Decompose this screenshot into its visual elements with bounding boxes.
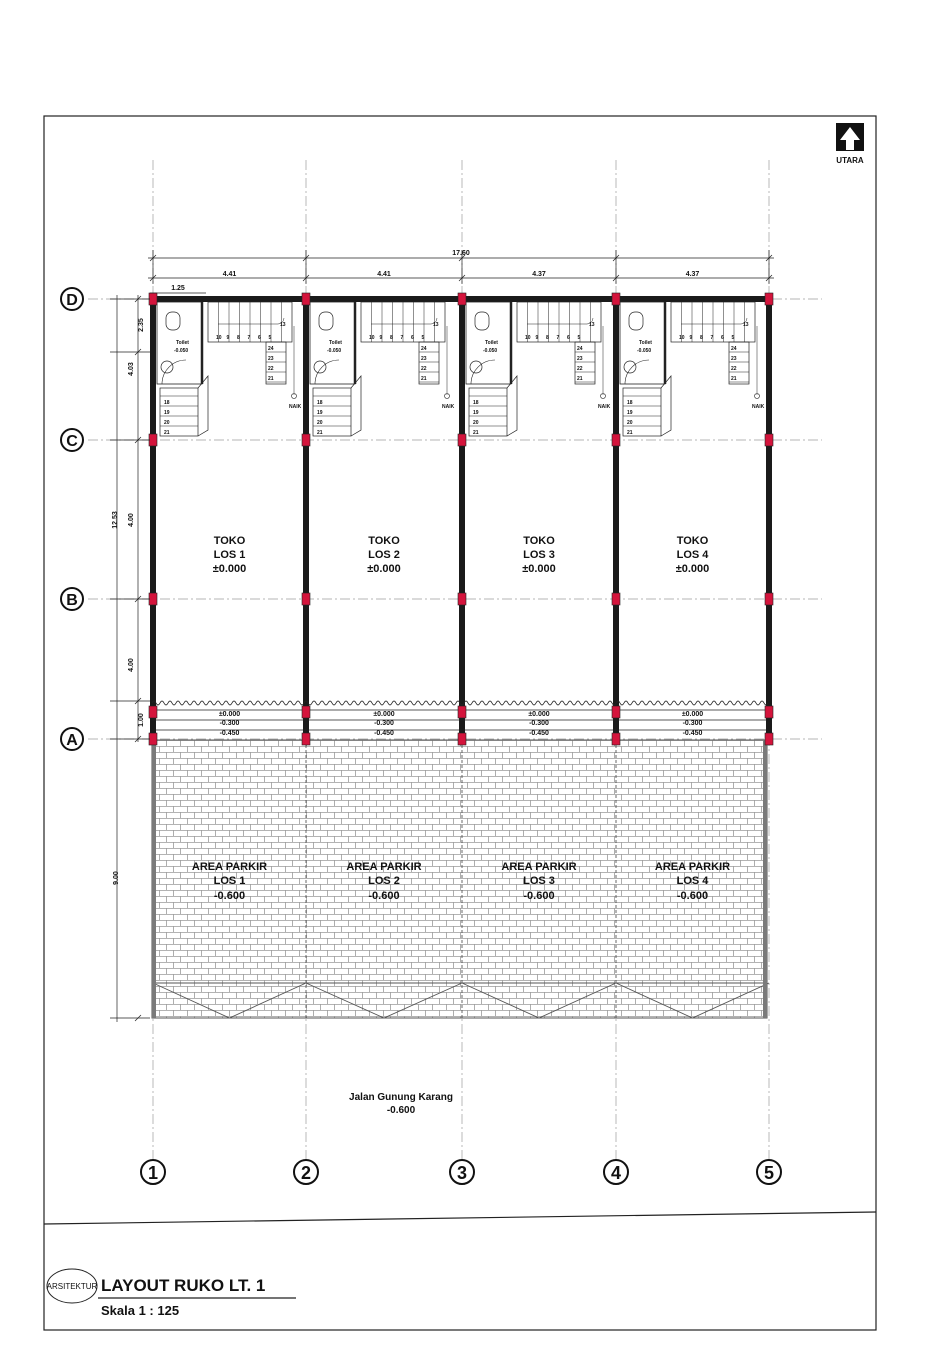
stair-step-number: 20 — [164, 420, 170, 426]
stair-step-number: 7 — [556, 335, 560, 341]
shop-level: ±0.000 — [367, 563, 401, 575]
stair-step-number: 7 — [247, 335, 251, 341]
stair-step-number: 18 — [627, 400, 633, 406]
drawing-scale: Skala 1 : 125 — [101, 1303, 180, 1318]
stair-step-number: 24 — [421, 346, 427, 352]
left-edge-wall — [152, 740, 156, 1018]
stair-arrow — [371, 318, 437, 324]
column — [765, 293, 773, 305]
column — [612, 706, 620, 718]
stair-step-number: 9 — [226, 335, 230, 341]
stair-step-number: 22 — [577, 366, 583, 372]
stair-step-number: 23 — [731, 356, 737, 362]
toilet-level: -0.050 — [327, 348, 342, 354]
stair-step-number: 23 — [421, 356, 427, 362]
column — [612, 593, 620, 605]
north-arrow — [836, 123, 864, 165]
party-wall-4 — [613, 296, 619, 740]
bay-3 — [466, 302, 611, 436]
shop-name: TOKO — [676, 535, 709, 547]
dim-left-total: 12.53 — [112, 511, 119, 529]
stair-step-number: 5 — [421, 335, 425, 341]
dim-bay: 4.41 — [377, 271, 391, 278]
stair-step-number: 24 — [577, 346, 583, 352]
stair-step-number: 20 — [627, 420, 633, 426]
parking-name: AREA PARKIR — [346, 861, 422, 873]
column — [149, 706, 157, 718]
column — [765, 593, 773, 605]
front-level: ±0.000 — [373, 711, 395, 718]
stair-step-number: 24 — [731, 346, 737, 352]
stair-step-number: 18 — [164, 400, 170, 406]
party-wall-3 — [459, 296, 465, 740]
toilet-level: -0.050 — [174, 348, 189, 354]
floor-drain-icon — [314, 361, 326, 373]
stair-step-number: 19 — [164, 410, 170, 416]
shop-level: ±0.000 — [522, 563, 556, 575]
stair-arrow — [527, 318, 593, 324]
grid-col-label: 5 — [763, 1163, 775, 1183]
walls — [150, 296, 772, 740]
party-wall-2 — [303, 296, 309, 740]
toilet-level: -0.050 — [483, 348, 498, 354]
toilet-label: Toilet — [329, 340, 342, 346]
front-level: -0.450 — [374, 730, 394, 737]
toilet-label: Toilet — [639, 340, 652, 346]
north-label: UTARA — [836, 156, 864, 165]
stair-step-number: 19 — [627, 410, 633, 416]
dim-overall: 17.60 — [452, 250, 470, 257]
street-name: Jalan Gunung Karang — [349, 1092, 453, 1103]
stair-step-number: 6 — [567, 335, 570, 341]
parking-los: LOS 1 — [213, 875, 246, 887]
dim-left: 1.00 — [138, 713, 145, 727]
door-swing — [625, 360, 649, 384]
door-swing — [162, 360, 186, 384]
stair-step-number: 21 — [164, 430, 170, 436]
shop-name: TOKO — [213, 535, 246, 547]
stair-step-number: 5 — [268, 335, 272, 341]
stair-step-number: 6 — [258, 335, 261, 341]
toilet-label: Toilet — [485, 340, 498, 346]
parking-name: AREA PARKIR — [501, 861, 577, 873]
right-edge-wall — [763, 740, 767, 1018]
stair-step-number: 9 — [689, 335, 693, 341]
stair-step-number: 24 — [268, 346, 274, 352]
landing-number: 13 — [743, 322, 749, 328]
door-swing — [471, 360, 495, 384]
stair-arrow — [681, 318, 747, 324]
stair-step-number: 10 — [525, 335, 531, 341]
dim-bay: 4.37 — [532, 271, 546, 278]
toilet-bowl-icon — [166, 312, 180, 330]
stair-step-number: 6 — [721, 335, 724, 341]
stair-up-label: NAIK — [598, 404, 611, 410]
stair-step-number: 5 — [731, 335, 735, 341]
stair-up-label: NAIK — [289, 404, 302, 410]
shop-los: LOS 2 — [368, 549, 400, 561]
stair-step-number: 18 — [473, 400, 479, 406]
stair-step-number: 7 — [710, 335, 714, 341]
front-level: -0.300 — [682, 720, 703, 727]
logo-text: ARSITEKTUR — [46, 1282, 98, 1291]
grid-col-label: 2 — [300, 1163, 312, 1183]
parking-level: -0.600 — [676, 890, 709, 902]
column — [765, 733, 773, 745]
toilet-label: Toilet — [176, 340, 189, 346]
landing-number: 13 — [589, 322, 595, 328]
shop-level: ±0.000 — [212, 563, 247, 575]
dim-left: 4.03 — [128, 362, 135, 376]
party-wall-1 — [150, 296, 156, 740]
column — [302, 733, 310, 745]
front-level: -0.300 — [529, 720, 549, 727]
parking-level: -0.600 — [368, 890, 400, 902]
stair-step-number: 9 — [535, 335, 539, 341]
column — [612, 293, 620, 305]
grid-col-label: 1 — [147, 1163, 159, 1183]
stair-step-number: 23 — [577, 356, 583, 362]
dim-left: 9.00 — [113, 871, 120, 885]
toilet-level: -0.050 — [637, 348, 652, 354]
stair-step-number: 22 — [421, 366, 427, 372]
street-level: -0.600 — [386, 1105, 416, 1116]
parking-los: LOS 2 — [368, 875, 400, 887]
dim-toilet: 1.25 — [171, 285, 185, 292]
front-level: ±0.000 — [218, 711, 241, 718]
floor-drain-icon — [161, 361, 173, 373]
stair-step-number: 21 — [473, 430, 479, 436]
stair-step-number: 20 — [473, 420, 479, 426]
grid-row-label: D — [66, 292, 78, 309]
floor-drain-icon — [470, 361, 482, 373]
stair-step-number: 21 — [421, 376, 427, 382]
front-level: -0.300 — [219, 720, 240, 727]
toilet-bowl-icon — [629, 312, 643, 330]
stair-step-number: 8 — [237, 335, 240, 341]
parking-name: AREA PARKIR — [191, 861, 268, 873]
stair-step-number: 18 — [317, 400, 323, 406]
column — [458, 434, 466, 446]
front-level: -0.300 — [374, 720, 394, 727]
grid-row-label: B — [66, 592, 78, 609]
front-level: ±0.000 — [681, 711, 704, 718]
stair-step-number: 5 — [577, 335, 581, 341]
front-level: -0.450 — [219, 730, 240, 737]
shop-los: LOS 4 — [676, 549, 709, 561]
stair-step-number: 21 — [731, 376, 737, 382]
bay-4 — [620, 302, 765, 436]
stair-step-number: 10 — [679, 335, 685, 341]
column — [149, 434, 157, 446]
party-wall-5 — [766, 296, 772, 740]
title-block-divider — [44, 1212, 876, 1224]
grid-col-label: 4 — [610, 1163, 622, 1183]
stair-step-number: 7 — [400, 335, 404, 341]
toilet-bowl-icon — [319, 312, 333, 330]
column — [149, 733, 157, 745]
stair-step-number: 8 — [390, 335, 393, 341]
stair-step-number: 21 — [317, 430, 323, 436]
toilet-bowl-icon — [475, 312, 489, 330]
title-block — [44, 1212, 876, 1318]
stair-step-number: 21 — [627, 430, 633, 436]
column — [458, 293, 466, 305]
stair-step-number: 19 — [317, 410, 323, 416]
stair-up-label: NAIK — [442, 404, 455, 410]
shop-level: ±0.000 — [675, 563, 710, 575]
dim-bay: 4.41 — [222, 271, 237, 278]
stair-stringer — [198, 376, 208, 436]
stair-step-number: 10 — [216, 335, 222, 341]
column — [302, 434, 310, 446]
stair-step-number: 19 — [473, 410, 479, 416]
column — [302, 593, 310, 605]
door-swing — [315, 360, 339, 384]
stair-stringer — [507, 376, 517, 436]
column — [458, 593, 466, 605]
dim-left: 2.35 — [138, 318, 145, 332]
bay-1 — [157, 302, 302, 436]
column — [149, 593, 157, 605]
column — [149, 293, 157, 305]
front-level: -0.450 — [682, 730, 703, 737]
landing-number: 13 — [280, 322, 286, 328]
dim-bay: 4.37 — [685, 271, 700, 278]
stair-step-number: 20 — [317, 420, 323, 426]
stair-step-number: 9 — [379, 335, 383, 341]
drawing-title: LAYOUT RUKO LT. 1 — [101, 1276, 266, 1295]
dim-left: 4.00 — [128, 513, 135, 527]
column — [458, 733, 466, 745]
parking-los: LOS 3 — [523, 875, 555, 887]
stair-step-number: 10 — [369, 335, 375, 341]
stair-step-number: 8 — [700, 335, 703, 341]
stair-step-number: 21 — [577, 376, 583, 382]
landing-number: 13 — [433, 322, 439, 328]
parking-level: -0.600 — [213, 890, 246, 902]
grid-row-label: C — [66, 433, 78, 450]
grid-col-label: 3 — [456, 1163, 468, 1183]
parking-los: LOS 4 — [676, 875, 709, 887]
floor-drain-icon — [624, 361, 636, 373]
stair-stringer — [661, 376, 671, 436]
stair-step-number: 21 — [268, 376, 274, 382]
shop-los: LOS 1 — [213, 549, 246, 561]
shop-name: TOKO — [523, 535, 555, 547]
grid-row-label: A — [66, 732, 78, 749]
bay-2 — [310, 302, 455, 436]
column — [458, 706, 466, 718]
stair-step-number: 8 — [546, 335, 549, 341]
dim-left: 4.00 — [128, 658, 135, 672]
parking-level: -0.600 — [523, 890, 555, 902]
stair-step-number: 23 — [268, 356, 274, 362]
parking-name: AREA PARKIR — [654, 861, 731, 873]
stair-step-number: 6 — [411, 335, 414, 341]
column — [302, 706, 310, 718]
shop-los: LOS 3 — [523, 549, 555, 561]
column — [302, 293, 310, 305]
front-level: ±0.000 — [528, 711, 550, 718]
shop-name: TOKO — [368, 535, 400, 547]
column — [765, 706, 773, 718]
stair-up-label: NAIK — [752, 404, 765, 410]
stair-step-number: 22 — [268, 366, 274, 372]
front-level: -0.450 — [529, 730, 549, 737]
column — [612, 733, 620, 745]
stair-stringer — [351, 376, 361, 436]
stair-arrow — [218, 318, 284, 324]
column — [765, 434, 773, 446]
stair-step-number: 22 — [731, 366, 737, 372]
column — [612, 434, 620, 446]
